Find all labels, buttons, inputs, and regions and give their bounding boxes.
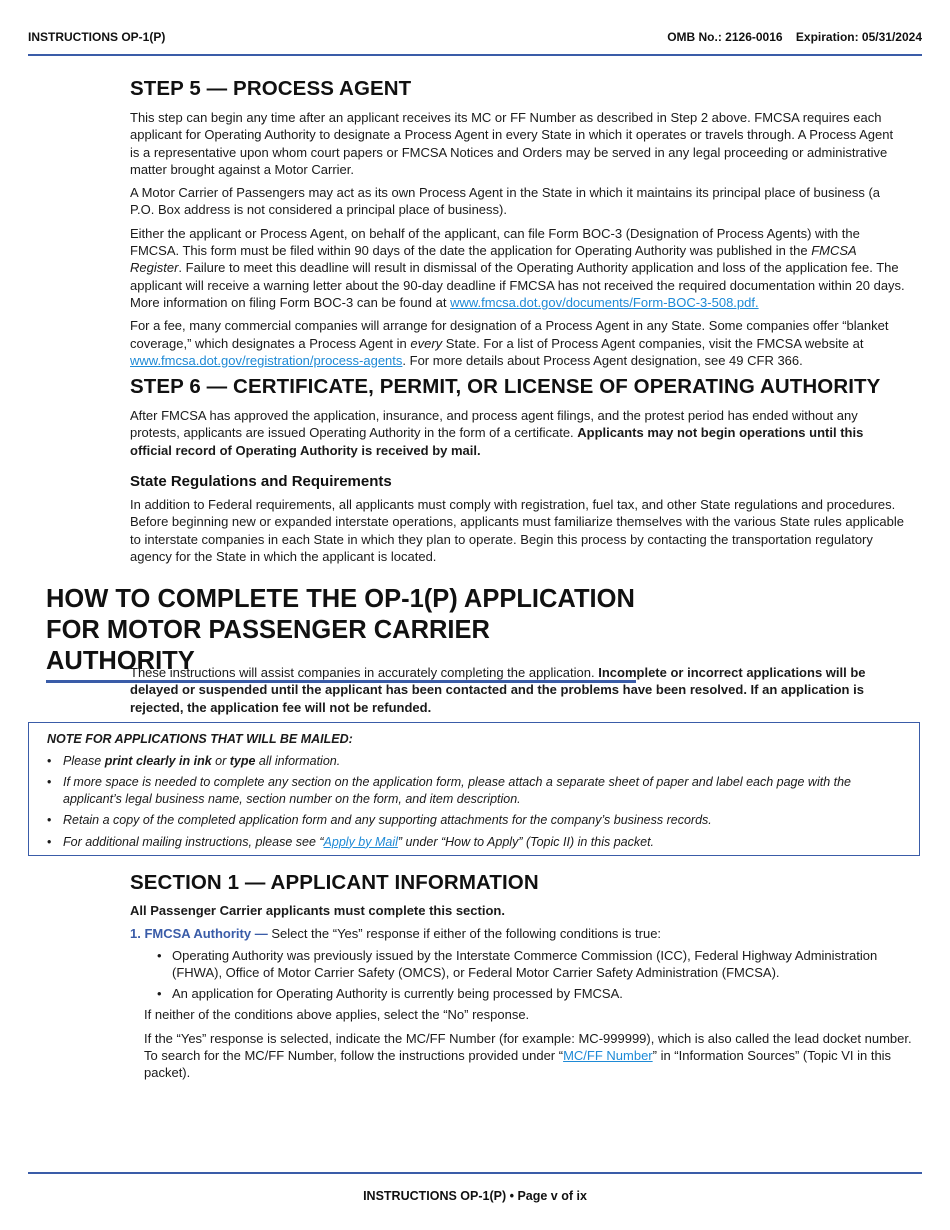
mail-note-item: • For additional mailing instructions, please see “Apply by Mail” under “How to Apply” (Topic II) in this packet. — [47, 834, 901, 851]
mail-note-box — [28, 722, 920, 856]
step5-paragraph-3: Either the applicant or Process Agent, on behalf of the applicant, can file Form BOC-3 (Designation of Process Agents) with the FMCSA. This form must be filed within 90 days of the date the application for Operating Authority was published in the FMCSA Register. Failure to meet this deadline will result in dismissal of the Operating Authority application and loss of the application fee. The applicant will receive a warning letter about the 90-day deadline if FMCSA has not received the required documentation within 20 days. More information on filing Form BOC-3 can be found at www.fmcsa.dot.gov/documents/Form-BOC-3-508.pdf. — [130, 225, 905, 310]
howto-title-line-2: FOR MOTOR PASSENGER CARRIER AUTHORITY — [46, 616, 490, 675]
header-rule — [28, 54, 922, 56]
yes-response-paragraph: If the “Yes” response is selected, indicate the MC/FF Number (for example: MC-999999), which is also called the lead docket number. To search for the MC/FF Number, follow the instructions provided under “MC/FF Number” in “Information Sources” (Topic VI in this packet). — [144, 1030, 912, 1081]
howto-intro-paragraph: These instructions will assist companies in accurately completing the application. Incomplete or incorrect applications will be delayed or suspended until the applicant has been contacted and the problems have been resolved. If an application is rejected, the application fee will not be refunded. — [130, 665, 866, 715]
item-1-label: 1. FMCSA Authority — — [130, 926, 268, 942]
step6-paragraph-1: After FMCSA has approved the application, insurance, and process agent filings, and the protest period has ended without any protests, applicants are issued Operating Authority in the form of a certificate. Applicants may not begin operations until this official record of Operating Authority is received by mail. — [130, 408, 864, 458]
step5-section — [130, 76, 906, 375]
process-agents-link[interactable]: www.fmcsa.dot.gov/registration/process-agents — [130, 352, 403, 368]
list-item: • An application for Operating Authority is currently being processed by FMCSA. — [172, 985, 920, 1002]
step5-paragraph-1: This step can begin any time after an applicant receives its MC or FF Number as described in Step 2 above. FMCSA requires each applicant for Operating Authority to designate a Process Agent in every State in which it operates or travels through. A Process Agent is a representative upon whom court papers or FMCSA Notices and Orders may be served in any legal proceeding or administrative matter brought against a Motor Carrier. — [130, 110, 894, 177]
mail-note-list — [47, 753, 901, 851]
step6-section — [130, 374, 906, 571]
header-expiration: Expiration: 05/31/2024 — [795, 30, 922, 44]
fmcsa-authority-conditions — [130, 947, 920, 1003]
state-regulations-heading: State Regulations and Requirements — [130, 472, 392, 490]
step5-heading: STEP 5 — PROCESS AGENT — [130, 77, 412, 100]
mail-note-item: • Please print clearly in ink or type all information. — [47, 753, 901, 770]
fmcsa-authority-item: 1. FMCSA Authority — Select the “Yes” response if either of the following conditions is true: — [130, 926, 662, 942]
state-regulations-paragraph: In addition to Federal requirements, all applicants must comply with registration, fuel tax, and other State regulations and procedures. Before beginning new or expanded interstate operations, applicants must familiarize themselves with the various State rules applicable to interstate companies in each State in which they plan to operate. Begin this process by contacting the transportation regulatory agency for the State in which the applicant is located. — [130, 497, 904, 565]
list-item: • Operating Authority was previously issued by the Interstate Commerce Commission (ICC), Federal Highway Administration (FHWA), Office of Motor Carrier Safety (OMCS), or Federal Motor Carrier Safety Administration (FMCSA). — [172, 947, 920, 982]
step5-paragraph-4: For a fee, many commercial companies will arrange for designation of a Process Agent in any State. Some companies offer “blanket coverage,” which designates a Process Agent in every State. For a list of Process Agent companies, visit the FMCSA website at www.fmcsa.dot.gov/registration/process-agents. For more details about Process Agent designation, see 49 CFR 366. — [130, 318, 889, 368]
howto-title-line-1: HOW TO COMPLETE THE OP-1(P) APPLICATION — [46, 585, 635, 613]
mail-note-title: NOTE FOR APPLICATIONS THAT WILL BE MAILED: — [47, 732, 353, 746]
mail-note-item: • If more space is needed to complete any section on the application form, please attach a separate sheet of paper and label each page with the applicant’s legal business name, section number on the form, and item description. — [47, 774, 901, 807]
howto-intro — [130, 664, 906, 722]
apply-by-mail-link[interactable]: Apply by Mail — [323, 834, 398, 849]
section1-subtitle: All Passenger Carrier applicants must complete this section. — [130, 903, 505, 918]
footer-rule — [28, 1172, 922, 1174]
boc3-form-link[interactable]: www.fmcsa.dot.gov/documents/Form-BOC-3-508.pdf. — [450, 294, 759, 310]
step5-paragraph-2: A Motor Carrier of Passengers may act as its own Process Agent in the State in which it maintains its principal place of business (a P.O. Box address is not considered a principal place of business). — [130, 185, 881, 218]
step6-heading: STEP 6 — CERTIFICATE, PERMIT, OR LICENSE OF OPERATING AUTHORITY — [130, 375, 881, 398]
header-doc-title: INSTRUCTIONS OP-1(P) — [28, 30, 166, 44]
header-omb-number: OMB No.: 2126-0016 — [667, 30, 783, 44]
page-footer: INSTRUCTIONS OP-1(P) • Page v of ix — [363, 1189, 587, 1203]
mail-note-item: • Retain a copy of the completed application form and any supporting attachments for the company’s business records. — [47, 812, 901, 829]
section1 — [130, 870, 920, 1082]
header-omb-info — [667, 30, 922, 44]
mc-ff-number-link[interactable]: MC/FF Number — [563, 1048, 653, 1064]
section1-heading: SECTION 1 — APPLICANT INFORMATION — [130, 871, 539, 894]
no-response-paragraph: If neither of the conditions above applies, select the “No” response. — [144, 1007, 530, 1023]
